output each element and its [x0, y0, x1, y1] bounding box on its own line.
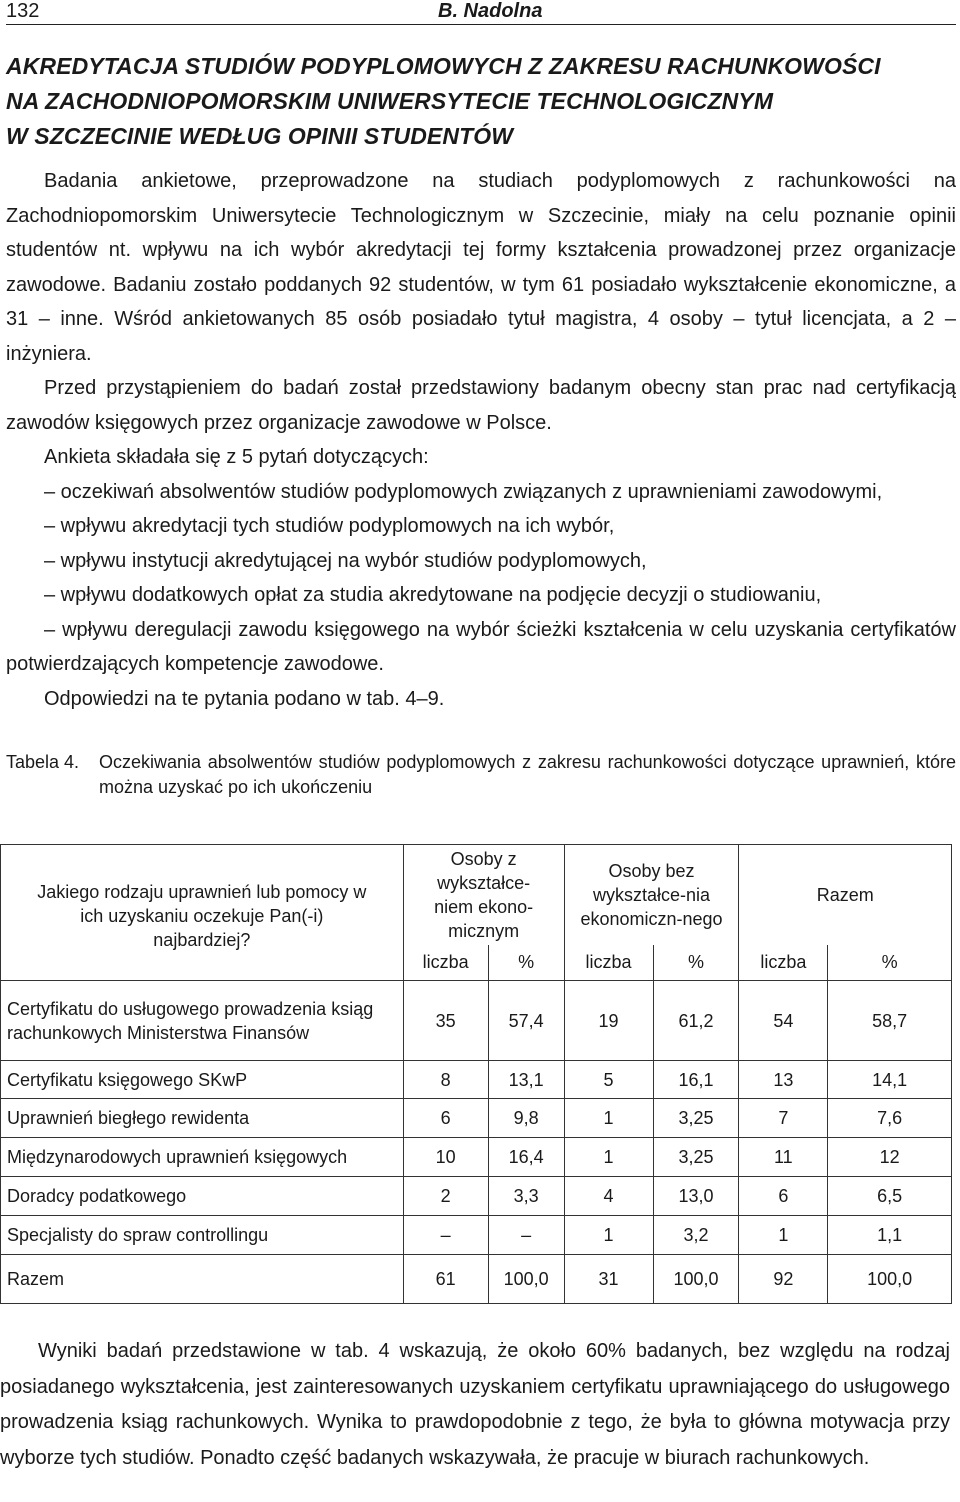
paragraph-answers: Odpowiedzi na te pytania podano w tab. 4–9. [44, 687, 445, 710]
cell: 100,0 [828, 1255, 952, 1304]
cell: 16,1 [653, 1061, 739, 1099]
table-row [1, 1138, 952, 1177]
cell: 3,25 [653, 1099, 739, 1138]
cell: 3,3 [488, 1177, 564, 1216]
table-label: Tabela 4. [6, 752, 80, 772]
list-item: – wpływu akredytacji tych studiów podyplomowych na ich wybór, [44, 515, 615, 537]
page [6, 0, 956, 800]
title-line-1: AKREDYTACJA STUDIÓW PODYPLOMOWYCH Z ZAKRESU RACHUNKOWOŚCI [6, 53, 881, 79]
paragraph-intro: Badania ankietowe, przeprowadzone na studiach podyplomowych z rachunkowości na Zachodniopomorskim Uniwersytecie Technologicznym w Szczecinie, miały na celu poznanie opinii studentów nt. wpływu na ich wybór akredytacji tej formy kształcenia prowadzonej przez organizacje zawodowe. Badaniu zostało poddanych 92 studentów, w tym 61 posiadało wykształcenie ekonomiczne, a 31 – inne. Wśród ankietowanych 85 osób posiadało tytuł magistra, 4 osoby – tytuł licencjata, a 2 – inżyniera. [6, 170, 956, 365]
cell: 13 [739, 1061, 828, 1099]
cell: 9,8 [488, 1099, 564, 1138]
cell: 10 [403, 1138, 488, 1177]
table-caption-text: Oczekiwania absolwentów studiów podyplomowych z zakresu rachunkowości dotyczące uprawnień, które można uzyskać po ich ukończeniu [99, 752, 956, 797]
cell: 11 [739, 1138, 828, 1177]
row-label: Doradcy podatkowego [1, 1177, 404, 1216]
paragraph-survey: Ankieta składała się z 5 pytań dotyczących: [44, 446, 429, 468]
group-header-text: Osoby z wykształce-niem ekono-micznym [434, 848, 534, 941]
cell: 100,0 [653, 1255, 739, 1304]
group-header [403, 845, 564, 945]
list-item: – wpływu dodatkowych opłat za studia akredytowane na podjęcie decyzji o studiowaniu, [44, 584, 822, 606]
list-item: – wpływu instytucji akredytującej na wybór studiów podyplomowych, [44, 549, 647, 572]
group-header-text: Razem [816, 884, 874, 905]
subheader-cell: % [653, 945, 739, 981]
cell: 1,1 [828, 1216, 952, 1255]
cell: 6 [739, 1177, 828, 1216]
cell: 1 [564, 1216, 653, 1255]
cell: 6,5 [828, 1177, 952, 1216]
results-table [0, 844, 952, 1304]
title-line-3: W SZCZECINIE WEDŁUG OPINII STUDENTÓW [6, 123, 514, 149]
cell: 16,4 [488, 1138, 564, 1177]
row-label: Międzynarodowych uprawnień księgowych [1, 1138, 404, 1177]
row-label: Razem [1, 1255, 404, 1304]
subheader-cell: % [828, 945, 952, 981]
cell: 1 [564, 1099, 653, 1138]
group-header-text: Osoby bez wykształce-nia ekonomiczn-nego [580, 860, 723, 929]
cell: 13,0 [653, 1177, 739, 1216]
table-row-total [1, 1255, 952, 1304]
list-item: – oczekiwań absolwentów studiów podyplomowych związanych z uprawnieniami zawodowymi, [44, 480, 883, 503]
cell: 7 [739, 1099, 828, 1138]
subheader-cell: liczba [564, 945, 653, 981]
subheader-cell: % [488, 945, 564, 981]
cell: 92 [739, 1255, 828, 1304]
list-item: – wpływu deregulacji zawodu księgowego na wybór ścieżki kształcenia w celu uzyskania certyfikatów potwierdzających kompetencje zawodowe. [6, 618, 956, 675]
group-header [739, 845, 952, 945]
subheader-cell: liczba [403, 945, 488, 981]
cell: – [488, 1216, 564, 1255]
question-header [1, 845, 404, 981]
cell: 4 [564, 1177, 653, 1216]
subheader-cell: liczba [739, 945, 828, 981]
running-header [6, 0, 956, 25]
row-label: Certyfikatu do usługowego prowadzenia ksiąg rachunkowych Ministerstwa Finansów [1, 981, 404, 1061]
title-line-2: NA ZACHODNIOPOMORSKIM UNIWERSYTECIE TECHNOLOGICZNYM [6, 88, 774, 114]
cell: 31 [564, 1255, 653, 1304]
cell: 61,2 [653, 981, 739, 1061]
cell: 58,7 [828, 981, 952, 1061]
cell: 6 [403, 1099, 488, 1138]
cell: 1 [739, 1216, 828, 1255]
cell: 54 [739, 981, 828, 1061]
cell: 3,2 [653, 1216, 739, 1255]
cell: 12 [828, 1138, 952, 1177]
paragraph-results: Wyniki badań przedstawione w tab. 4 wskazują, że około 60% badanych, bez względu na rodzaj posiadanego wykształcenia, jest zainteresowanych uzyskaniem certyfikatu uprawniającego do usługowego prowadzenia ksiąg rachunkowych. Wynika to prawdopodobnie z tego, że była to główna motywacja przy wyborze tych studiów. Ponadto część badanych wskazywała, że pracuje w biurach rachunkowych. [0, 1340, 950, 1469]
group-header [564, 845, 739, 945]
row-label: Certyfikatu księgowego SKwP [1, 1061, 404, 1099]
results-discussion [0, 1334, 950, 1476]
row-label: Uprawnień biegłego rewidenta [1, 1099, 404, 1138]
cell: 7,6 [828, 1099, 952, 1138]
article-title [6, 49, 956, 154]
table-caption [6, 750, 956, 800]
table-row [1, 1216, 952, 1255]
cell: 57,4 [488, 981, 564, 1061]
row-label: Specjalisty do spraw controllingu [1, 1216, 404, 1255]
page-number: 132 [6, 0, 40, 22]
table-row [1, 981, 952, 1061]
cell: 61 [403, 1255, 488, 1304]
cell: 14,1 [828, 1061, 952, 1099]
cell: 2 [403, 1177, 488, 1216]
cell: 5 [564, 1061, 653, 1099]
cell: 100,0 [488, 1255, 564, 1304]
table-row [1, 1061, 952, 1099]
paragraph-context: Przed przystąpieniem do badań został przedstawiony badanym obecny stan prac nad certyfikacją zawodów księgowych przez organizacje zawodowe w Polsce. [6, 377, 956, 434]
cell: 35 [403, 981, 488, 1061]
table-row [1, 1177, 952, 1216]
cell: 3,25 [653, 1138, 739, 1177]
question-text: Jakiego rodzaju uprawnień lub pomocy w ich uzyskaniu oczekuje Pan(-i) najbardziej? [37, 881, 367, 950]
cell: 19 [564, 981, 653, 1061]
cell: 8 [403, 1061, 488, 1099]
cell: 1 [564, 1138, 653, 1177]
body-text [6, 164, 956, 716]
cell: 13,1 [488, 1061, 564, 1099]
table-row [1, 1099, 952, 1138]
running-author: B. Nadolna [438, 0, 543, 22]
cell: – [403, 1216, 488, 1255]
